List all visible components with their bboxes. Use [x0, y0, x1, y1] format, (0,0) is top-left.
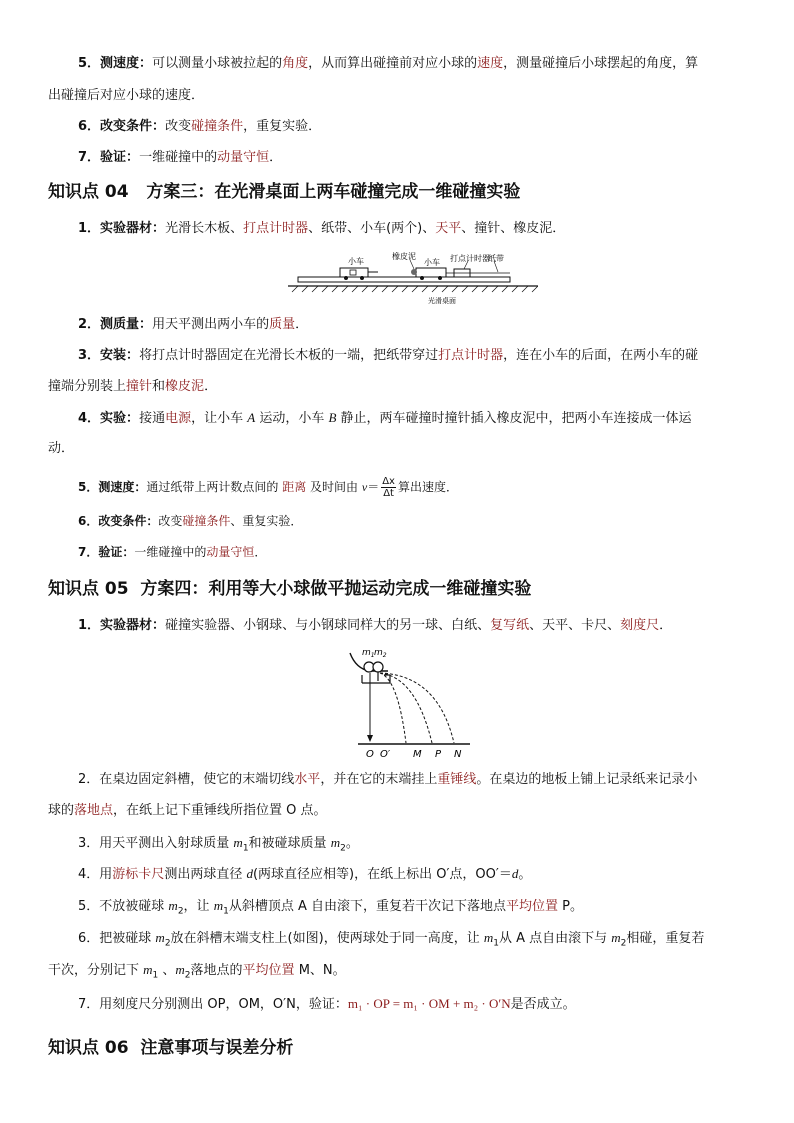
projectile-collision-figure — [340, 643, 480, 761]
label-right-car: 小车 — [424, 258, 440, 267]
kp05-item-1: 1．实验器材：碰撞实验器、小钢球、与小钢球同样大的另一球、白纸、复写纸、天平、卡尺、刻度尺． — [78, 618, 673, 633]
kp05-item-5: 5．不放被碰球 $m_2$，让 $m_1$从斜槽顶点 A 自由滚下，重复若干次记下落地点平均位置 P。 — [78, 898, 583, 917]
kp05-item-6: 6．把被碰球 $m_2$放在斜槽末端支柱上(如图)，使两球处于同一高度，让 $m_1$从 A 点自由滚下与 $m_2$相碰，重复若 — [78, 930, 705, 949]
right-car — [416, 268, 446, 277]
left-car-wheel — [344, 276, 348, 280]
label-o: O — [366, 749, 374, 760]
label-m2: $m_2$ — [374, 648, 387, 659]
table-hatching — [292, 286, 538, 292]
kp04-item-5: 5．测速度：通过纸带上两计数点间的 距离 及时间由 v＝ $\frac{\Delta x}{\Delta t}$ 算出速度． — [78, 476, 458, 499]
right-car-wheel — [438, 276, 442, 280]
kp04-item-7: 7．验证：一维碰撞中的动量守恒． — [78, 545, 267, 559]
kp05-item-6-cont: 干次，分别记下 $m_1$ 、$m_2$落地点的平均位置 M、N。 — [48, 962, 346, 981]
kp04-item-3: 3．安装：将打点计时器固定在光滑长木板的一端，把纸带穿过打点计时器，连在小车的后面，在两小车的碰 — [78, 348, 699, 363]
label-o-prime: O′ — [380, 749, 391, 760]
label-p: P — [435, 749, 442, 760]
heading-kp05: 知识点 05 方案四：利用等大小球做平抛运动完成一维碰撞实验 — [48, 579, 532, 599]
label-table: 光滑桌面 — [428, 297, 456, 305]
top-item-7: 7．验证：一维碰撞中的动量守恒． — [78, 150, 283, 165]
kp04-item-4: 4．实验：接通电源，让小车 A 运动，小车 B 静止，两车碰撞时撞针插入橡皮泥中，把两小车连接成一体运 — [78, 410, 692, 426]
long-board — [298, 277, 510, 282]
label-left-car: 小车 — [348, 257, 364, 266]
kp05-item-3: 3．用天平测出入射球质量 $m_1$和被碰球质量 $m_2$。 — [78, 835, 359, 854]
kp05-item-2-cont: 球的落地点，在纸上记下重锤线所指位置 O 点。 — [48, 803, 327, 818]
kp05-item-7: 7．用刻度尺分别测出 OP，OM，O′N，验证：m₁ · OP = m₁ · OM + m₂ · O′N是否成立。 — [78, 996, 576, 1012]
label-clay: 橡皮泥 — [392, 252, 416, 261]
cart-collision-figure — [288, 250, 538, 308]
kp04-item-4-cont: 动． — [48, 441, 75, 456]
left-car-wheel — [360, 276, 364, 280]
kp05-item-4: 4．用游标卡尺测出两球直径 d(两球直径应相等)，在纸上标出 O′点，OO′＝d。 — [78, 866, 532, 882]
label-timer: 打点计时器 — [450, 254, 490, 263]
left-car — [340, 268, 368, 277]
kp04-item-6: 6．改变条件：改变碰撞条件、重复实验． — [78, 514, 303, 528]
label-m1: $m_1$ — [362, 648, 375, 659]
top-item-6: 6．改变条件：改变碰撞条件，重复实验． — [78, 119, 322, 134]
right-car-wheel — [420, 276, 424, 280]
kp04-item-1: 1．实验器材：光滑长木板、打点计时器、纸带、小车(两个)、天平、撞针、橡皮泥． — [78, 221, 566, 236]
label-m: M — [413, 749, 422, 760]
velocity-fraction: $\frac{\Delta x}{\Delta t}$ — [382, 476, 395, 499]
label-tape: 纸带 — [488, 254, 504, 263]
top-item-5: 5．测速度：可以测量小球被拉起的角度，从而算出碰撞前对应小球的速度，测量碰撞后小球摆起的角度，算 — [78, 56, 699, 71]
top-item-5-cont: 出碰撞后对应小球的速度． — [48, 88, 205, 103]
plumb-bob — [367, 735, 373, 742]
heading-kp04: 知识点 04 方案三：在光滑桌面上两车碰撞完成一维碰撞实验 — [48, 182, 521, 202]
kp05-item-2: 2．在桌边固定斜槽，使它的末端切线水平，并在它的末端挂上重锤线。在桌边的地板上铺上记录纸来记录小 — [78, 772, 698, 787]
clay-lump — [411, 269, 417, 275]
momentum-formula: m₁ · OP = m₁ · OM + m₂ · O′N — [347, 996, 511, 1011]
kp04-item-3-cont: 撞端分别装上撞针和橡皮泥． — [48, 379, 218, 394]
ball-m2 — [373, 662, 383, 672]
label-n: N — [454, 749, 462, 760]
kp04-item-2: 2．测质量：用天平测出两小车的质量． — [78, 317, 309, 332]
heading-kp06: 知识点 06 注意事项与误差分析 — [48, 1038, 294, 1058]
